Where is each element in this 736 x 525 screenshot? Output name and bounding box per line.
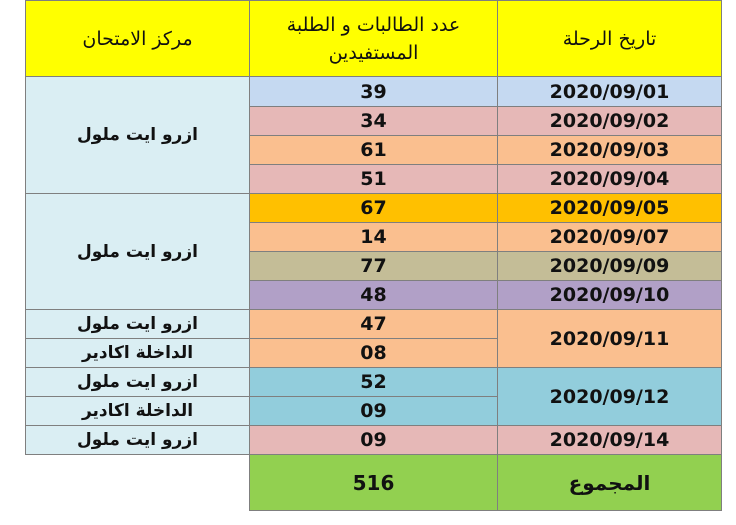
- count-cell: 61: [250, 136, 498, 165]
- count-cell: 52: [250, 368, 498, 397]
- center-cell: ازرو ايت ملول: [26, 194, 250, 310]
- trips-table: [25, 0, 722, 511]
- count-cell: 09: [250, 397, 498, 426]
- center-cell: ازرو ايت ملول: [26, 310, 250, 339]
- count-cell: 77: [250, 252, 498, 281]
- date-cell: 2020/09/04: [498, 165, 722, 194]
- header-center: مركز الامتحان: [26, 1, 250, 77]
- center-cell: الداخلة اكادير: [26, 339, 250, 368]
- count-cell: 51: [250, 165, 498, 194]
- count-cell: 14: [250, 223, 498, 252]
- date-cell: 2020/09/12: [498, 368, 722, 426]
- center-cell: الداخلة اكادير: [26, 397, 250, 426]
- center-cell: ازرو ايت ملول: [26, 77, 250, 194]
- count-cell: 09: [250, 426, 498, 455]
- count-cell: 39: [250, 77, 498, 107]
- count-cell: 08: [250, 339, 498, 368]
- count-cell: 67: [250, 194, 498, 223]
- date-cell: 2020/09/05: [498, 194, 722, 223]
- header-count: عدد الطالبات و الطلبة المستفيدين: [250, 1, 498, 77]
- date-cell: 2020/09/09: [498, 252, 722, 281]
- header-date: تاريخ الرحلة: [498, 1, 722, 77]
- center-cell: ازرو ايت ملول: [26, 426, 250, 455]
- date-cell: 2020/09/01: [498, 77, 722, 107]
- date-cell: 2020/09/11: [498, 310, 722, 368]
- total-value: 516: [250, 455, 498, 511]
- date-cell: 2020/09/10: [498, 281, 722, 310]
- total-label: المجموع: [498, 455, 722, 511]
- count-cell: 34: [250, 107, 498, 136]
- center-cell: ازرو ايت ملول: [26, 368, 250, 397]
- date-cell: 2020/09/14: [498, 426, 722, 455]
- blank-cell: [26, 455, 250, 511]
- date-cell: 2020/09/03: [498, 136, 722, 165]
- date-cell: 2020/09/02: [498, 107, 722, 136]
- date-cell: 2020/09/07: [498, 223, 722, 252]
- count-cell: 47: [250, 310, 498, 339]
- count-cell: 48: [250, 281, 498, 310]
